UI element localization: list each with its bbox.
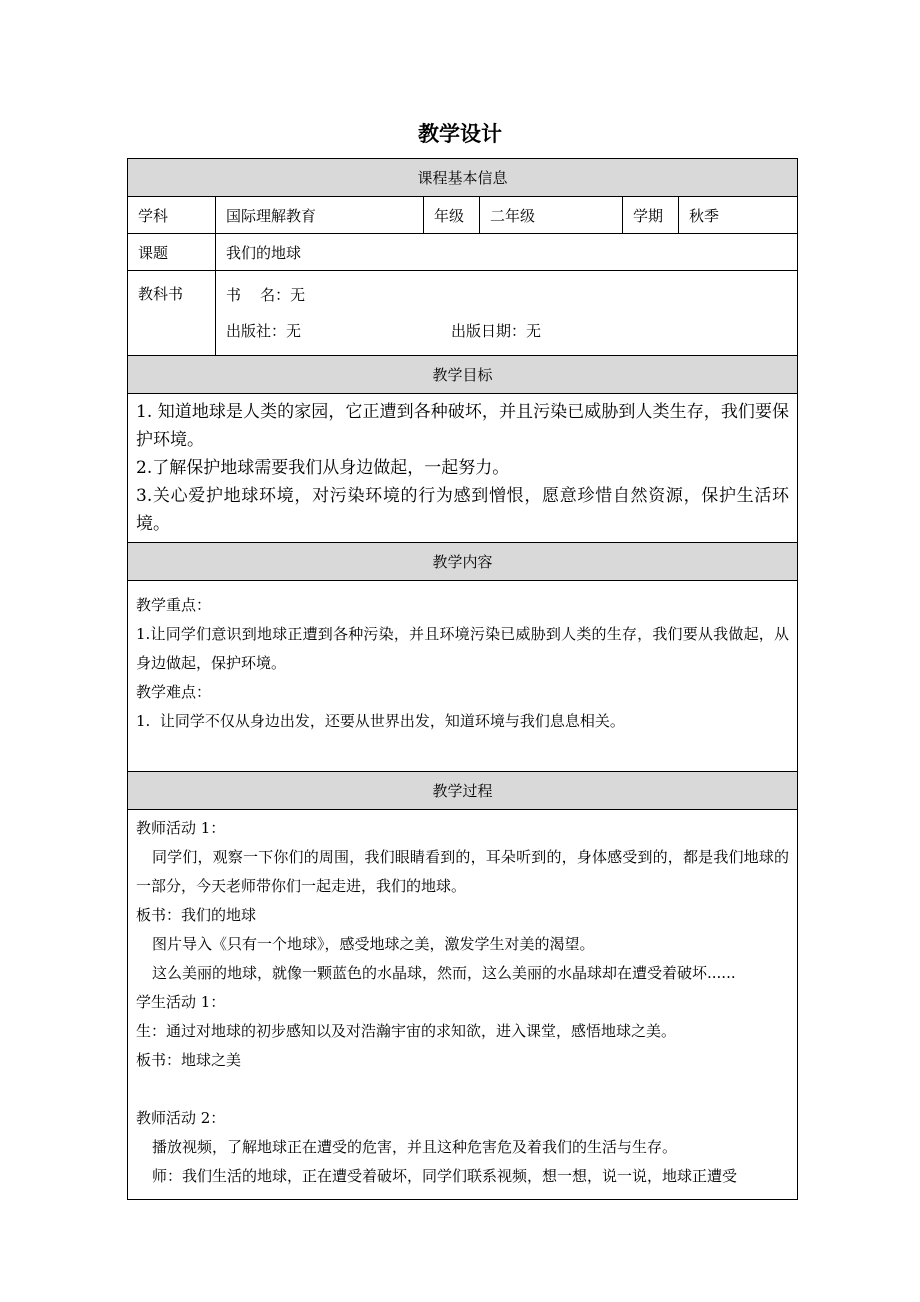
crystal-ball-text: 这么美丽的地球，就像一颗蓝色的水晶球，然而，这么美丽的水晶球却在遭受着破坏...... (152, 964, 736, 982)
difficulty-label: 教学难点： (136, 683, 212, 701)
teacher-activity-2-label: 教师活动 2： (136, 1109, 226, 1127)
book-name: 书 名：无 (226, 286, 306, 304)
textbook-label: 教科书 (128, 271, 216, 356)
section-content: 教学内容 (128, 543, 798, 581)
topic-value: 我们的地球 (216, 234, 798, 271)
section-goals: 教学目标 (128, 356, 798, 394)
section-process: 教学过程 (128, 772, 798, 810)
page-title: 教学设计 (418, 121, 502, 146)
term-value: 秋季 (679, 197, 798, 234)
board-note-2: 板书：地球之美 (136, 1051, 242, 1069)
video-text: 播放视频，了解地球正在遭受的危害，并且这种危害危及着我们的生活与生存。 (152, 1138, 678, 1156)
goal-item: 1. 知道地球是人类的家园，它正遭到各种破坏，并且污染已威胁到人类生存，我们要保护环境。 (136, 402, 790, 450)
student-activity-1-label: 学生活动 1： (136, 993, 226, 1011)
goal-item: 3.关心爱护地球环境，对污染环境的行为感到憎恨，愿意珍惜自然资源，保护生活环境。 (136, 486, 790, 534)
textbook-info (216, 271, 798, 356)
subject-value: 国际理解教育 (216, 197, 424, 234)
goals-cell (128, 394, 798, 543)
grade-value: 二年级 (480, 197, 623, 234)
student-activity-1-text: 生：通过对地球的初步感知以及对浩瀚宇宙的求知欲，进入课堂，感悟地球之美。 (136, 1022, 677, 1040)
content-cell (128, 581, 798, 772)
process-cell (128, 810, 798, 1200)
key-label: 教学重点： (136, 596, 212, 614)
teacher-activity-2-text: 师：我们生活的地球，正在遭受着破坏，同学们联系视频，想一想，说一说，地球正遭受 (152, 1167, 738, 1185)
picture-intro: 图片导入《只有一个地球》，感受地球之美，激发学生对美的渴望。 (152, 935, 595, 953)
board-note-1: 板书：我们的地球 (136, 906, 257, 924)
grade-label: 年级 (424, 197, 480, 234)
subject-label: 学科 (128, 197, 216, 234)
term-label: 学期 (623, 197, 679, 234)
teacher-activity-1-label: 教师活动 1： (136, 819, 226, 837)
publisher: 出版社：无 (226, 322, 302, 340)
blank-line (136, 1075, 789, 1104)
teacher-activity-1-text: 同学们，观察一下你们的周围，我们眼睛看到的，耳朵听到的，身体感受到的，都是我们地球的一部分，今天老师带你们一起走进，我们的地球。 (136, 848, 790, 895)
difficulty-point: 1. 让同学不仅从身边出发，还要从世界出发，知道环境与我们息息相关。 (136, 712, 625, 730)
key-point: 1.让同学们意识到地球正遭到各种污染，并且环境污染已威胁到人类的生存，我们要从我做起，从身边做起，保护环境。 (136, 625, 790, 672)
section-basic-info: 课程基本信息 (128, 159, 798, 197)
topic-label: 课题 (128, 234, 216, 271)
lesson-plan-table (127, 158, 798, 1200)
publish-date: 出版日期：无 (451, 322, 542, 340)
publisher-row (226, 313, 787, 349)
goal-item: 2.了解保护地球需要我们从身边做起，一起努力。 (136, 458, 510, 478)
